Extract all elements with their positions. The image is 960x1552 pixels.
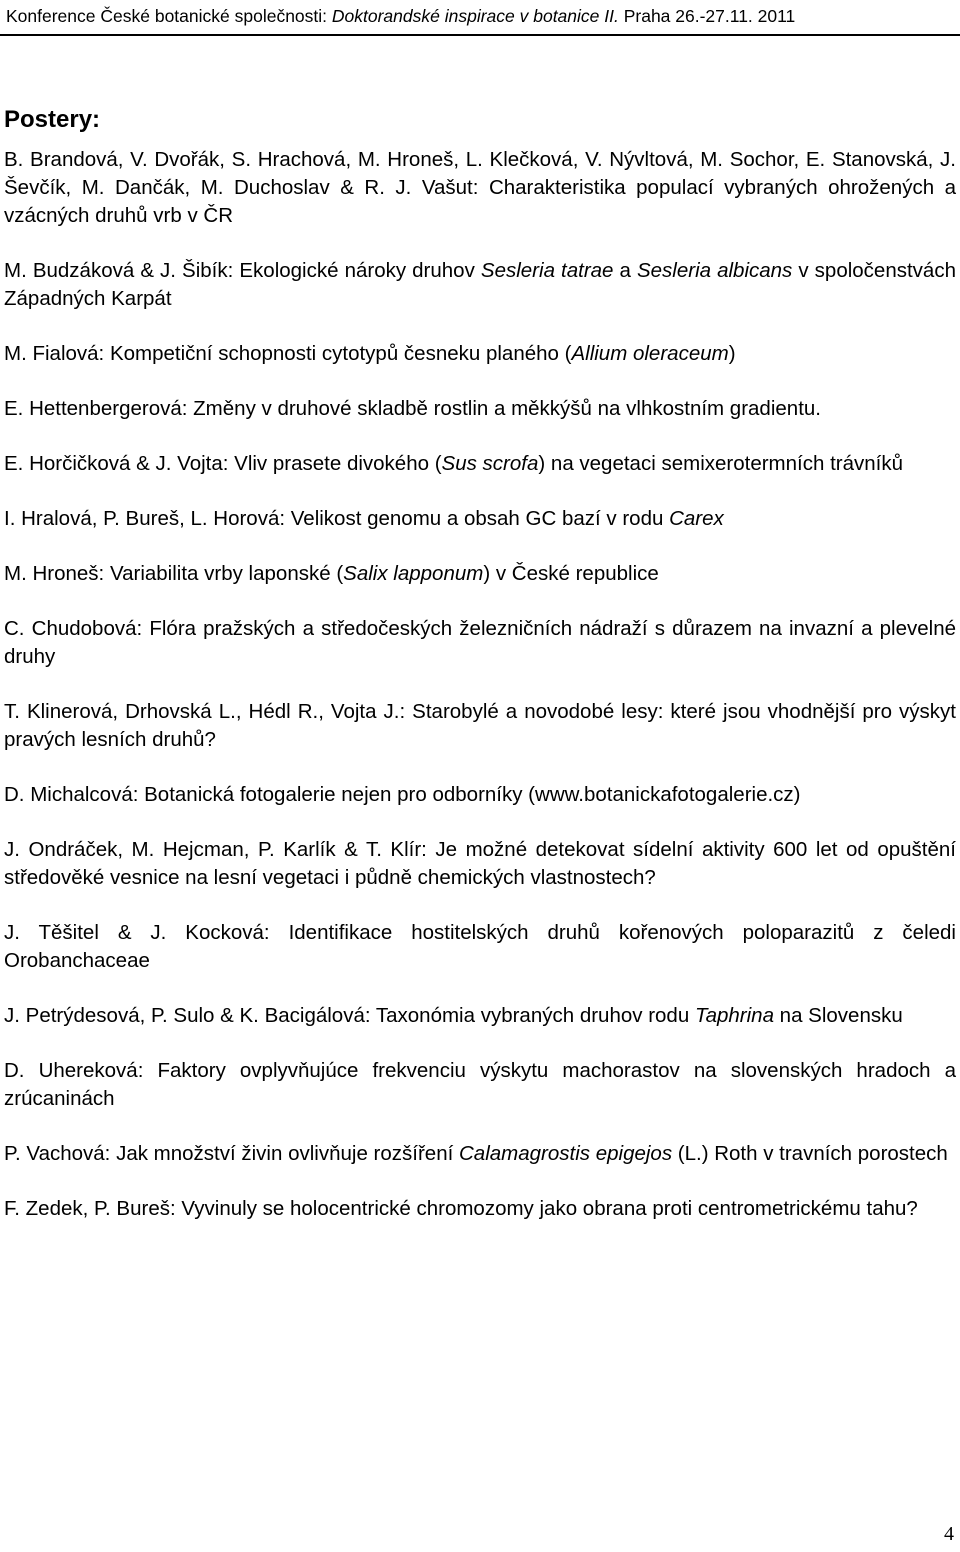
species-name: Sesleria tatrae [480,259,614,282]
poster-entry: E. Horčičková & J. Vojta: Vliv prasete divokého (Sus scrofa) na vegetaci semixerotermních trávníků [4,452,903,475]
species-name: Sesleria albicans [636,259,793,282]
poster-entry: D. Uhereková: Faktory ovplyvňujúce frekvenciu výskytu machorastov na slovenských hradoch a zrúcaninách [4,1059,956,1110]
species-name: Salix lapponum [343,562,484,585]
poster-entry: C. Chudobová: Flóra pražských a středočeských železničních nádraží s důrazem na invazní a plevelné druhy [4,617,956,668]
poster-entry: I. Hralová, P. Bureš, L. Horová: Velikost genomu a obsah GC bazí v rodu Carex [4,507,724,530]
poster-entry: D. Michalcová: Botanická fotogalerie nejen pro odborníky (www.botanickafotogalerie.cz) [4,783,801,806]
poster-entry: B. Brandová, V. Dvořák, S. Hrachová, M. Hroneš, L. Klečková, V. Nývltová, M. Sochor, E. Stanovská, J. Ševčík, M. Dančák, M. Duchoslav & R. J. Vašut: Charakteristika populací vybraných ohrožených a vzácných druhů vrb v ČR [4,148,956,227]
running-header-prefix: Konference České botanické společnosti: [6,6,332,26]
running-header [0,0,960,36]
poster-entry: M. Budzáková & J. Šibík: Ekologické nároky druhov Sesleria tatrae a Sesleria albicans v spoločenstvách Západných Karpát [4,259,956,310]
poster-entry: T. Klinerová, Drhovská L., Hédl R., Vojta J.: Starobylé a novodobé lesy: které jsou vhodnější pro výskyt pravých lesních druhů? [4,700,956,751]
poster-entry: P. Vachová: Jak množství živin ovlivňuje rozšíření Calamagrostis epigejos (L.) Roth v travních porostech [4,1142,948,1165]
running-header-text [6,6,795,26]
running-header-suffix: Praha 26.-27.11. 2011 [618,6,796,26]
page-number: 4 [944,1523,954,1545]
species-name: Calamagrostis epigejos [459,1142,673,1165]
genus-name: Carex [669,507,724,530]
poster-entry: F. Zedek, P. Bureš: Vyvinuly se holocentrické chromozomy jako obrana proti centrometrickému tahu? [4,1197,918,1220]
poster-entry: M. Fialová: Kompetiční schopnosti cytotypů česneku planého (Allium oleraceum) [4,342,736,365]
poster-entry: J. Petrýdesová, P. Sulo & K. Bacigálová: Taxonómia vybraných druhov rodu Taphrina na Slovensku [4,1004,903,1027]
poster-list [4,146,956,1250]
poster-entry: J. Ondráček, M. Hejcman, P. Karlík & T. Klír: Je možné detekovat sídelní aktivity 600 let od opuštění středověké vesnice na lesní vegetaci i půdně chemických vlastnostech? [4,838,956,889]
running-header-italic: Doktorandské inspirace v botanice II. [331,6,619,26]
species-name: Sus scrofa [441,452,539,475]
poster-entry: M. Hroneš: Variabilita vrby laponské (Salix lapponum) v České republice [4,562,659,585]
poster-entry: J. Těšitel & J. Kocková: Identifikace hostitelských druhů kořenových poloparazitů z čeledi Orobanchaceae [4,921,956,972]
poster-entry: E. Hettenbergerová: Změny v druhové skladbě rostlin a měkkýšů na vlhkostním gradientu. [4,397,821,420]
species-name: Allium oleraceum [571,342,729,365]
section-title: Postery: [4,106,101,134]
genus-name: Taphrina [694,1004,774,1027]
